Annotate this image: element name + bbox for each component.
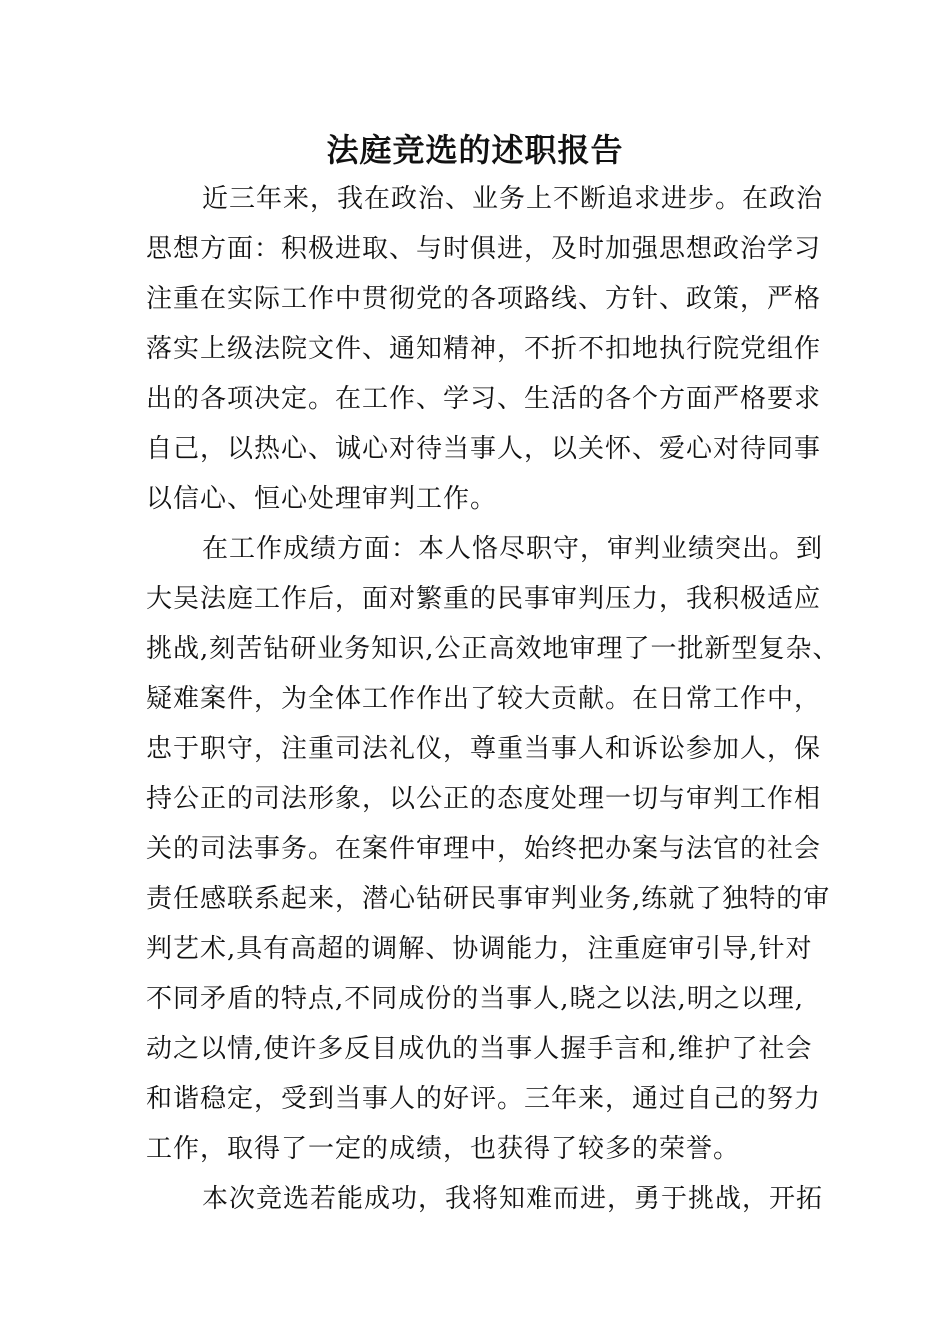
paragraph-line: 挑战,刻苦钻研业务知识,公正高效地审理了一批新型复杂、 xyxy=(146,634,840,664)
paragraph-line: 责任感联系起来，潜心钻研民事审判业务,练就了独特的审 xyxy=(146,884,831,914)
document-body xyxy=(146,174,840,1224)
paragraph-line: 和谐稳定，受到当事人的好评。三年来，通过自己的努力 xyxy=(146,1084,822,1114)
paragraph-line: 在工作成绩方面：本人恪尽职守，审判业绩突出。到 xyxy=(202,534,824,564)
paragraph-line: 疑难案件，为全体工作作出了较大贡献。在日常工作中， xyxy=(146,684,822,714)
paragraph-line: 自己，以热心、诚心对待当事人，以关怀、爱心对待同事 xyxy=(146,434,822,464)
paragraph-line: 动之以情,使许多反目成仇的当事人握手言和,维护了社会 xyxy=(146,1034,813,1064)
paragraph-line: 忠于职守，注重司法礼仪，尊重当事人和诉讼参加人，保 xyxy=(146,734,822,764)
paragraph-line: 关的司法事务。在案件审理中，始终把办案与法官的社会 xyxy=(146,834,822,864)
paragraph-line: 大吴法庭工作后，面对繁重的民事审判压力，我积极适应 xyxy=(146,584,822,614)
paragraph-line: 近三年来，我在政治、业务上不断追求进步。在政治 xyxy=(202,184,824,214)
paragraph-line: 判艺术,具有高超的调解、协调能力，注重庭审引导,针对 xyxy=(146,934,813,964)
paragraph-line: 注重在实际工作中贯彻党的各项路线、方针、政策，严格 xyxy=(146,284,822,314)
paragraph-line: 持公正的司法形象，以公正的态度处理一切与审判工作相 xyxy=(146,784,822,814)
paragraph-line: 以信心、恒心处理审判工作。 xyxy=(146,484,498,514)
paragraph-line: 本次竞选若能成功，我将知难而进，勇于挑战，开拓 xyxy=(202,1184,824,1214)
paragraph-line: 思想方面：积极进取、与时俱进，及时加强思想政治学习 xyxy=(146,234,822,264)
paragraph-line: 落实上级法院文件、通知精神，不折不扣地执行院党组作 xyxy=(146,334,822,364)
paragraph-line: 不同矛盾的特点,不同成份的当事人,晓之以法,明之以理, xyxy=(146,984,805,1014)
paragraph-line: 工作，取得了一定的成绩，也获得了较多的荣誉。 xyxy=(146,1134,741,1164)
document-title: 法庭竞选的述职报告 xyxy=(326,131,624,169)
paragraph-line: 出的各项决定。在工作、学习、生活的各个方面严格要求 xyxy=(146,384,822,414)
